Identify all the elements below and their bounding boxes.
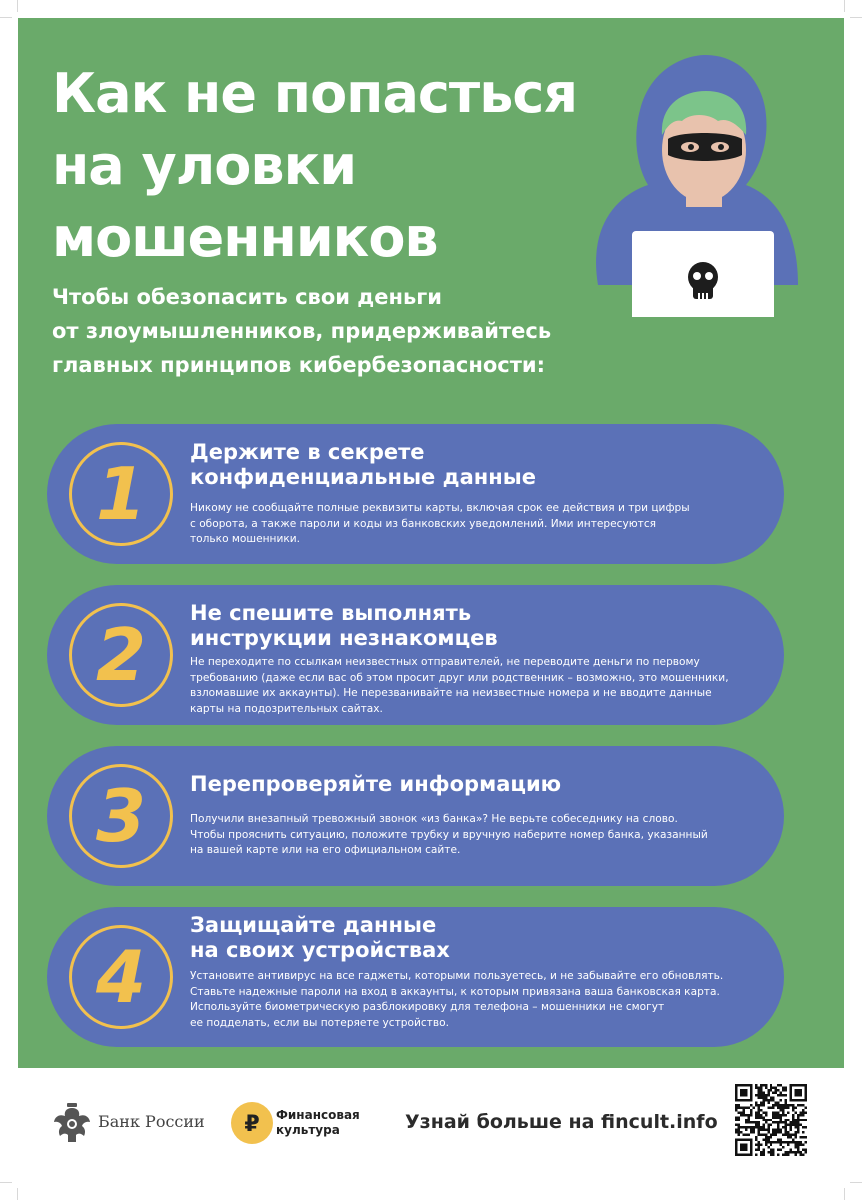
tip-heading-line: инструкции незнакомцев bbox=[190, 626, 498, 650]
poster-title bbox=[52, 58, 612, 274]
tip-body-line: взломавшие их аккаунты). Не перезванивайте на неизвестные номера и не вводите данные bbox=[190, 687, 712, 699]
step-number-circle bbox=[69, 925, 173, 1029]
tip-card-4 bbox=[47, 907, 784, 1047]
tip-heading-line: Защищайте данные bbox=[190, 913, 437, 937]
bank-of-russia-eagle-icon bbox=[52, 1102, 92, 1146]
step-number: 1 bbox=[95, 452, 147, 536]
tip-body-line: Не переходите по ссылкам неизвестных отправителей, не переводите деньги по первому bbox=[190, 656, 700, 668]
financial-culture-line: Финансовая bbox=[276, 1108, 360, 1122]
tip-body bbox=[190, 501, 760, 548]
tip-heading-line: на своих устройствах bbox=[190, 938, 450, 962]
subtitle-line: Чтобы обезопасить свои деньги bbox=[52, 285, 442, 309]
tip-body-line: Получили внезапный тревожный звонок «из банка»? Не верьте собеседнику на слово. bbox=[190, 813, 678, 825]
tip-body-line: только мошенники. bbox=[190, 533, 300, 545]
crop-mark bbox=[0, 1182, 12, 1183]
step-number-circle bbox=[69, 764, 173, 868]
crop-mark bbox=[0, 17, 12, 18]
title-line: мошенников bbox=[52, 206, 438, 269]
step-number: 3 bbox=[95, 774, 147, 858]
financial-culture-line: культура bbox=[276, 1123, 340, 1137]
tip-body-line: Ставьте надежные пароли на вход в аккаунты, к которым привязана ваша банковская карта. bbox=[190, 985, 720, 998]
tip-body-line: требованию (даже если вас об этом просит друг или родственник – возможно, это мошенники, bbox=[190, 671, 729, 684]
tip-body-line: Используйте биометрическую разблокировку для телефона – мошенники не смогут bbox=[190, 1001, 665, 1013]
tip-heading bbox=[190, 440, 770, 490]
crop-mark bbox=[844, 0, 845, 12]
crop-mark bbox=[844, 1188, 845, 1200]
tip-card-1 bbox=[47, 424, 784, 564]
tip-body-line: Никому не сообщайте полные реквизиты карты, включая срок ее действия и три цифры bbox=[190, 502, 690, 514]
step-number-circle bbox=[69, 442, 173, 546]
tip-card-2 bbox=[47, 585, 784, 725]
tip-heading-line: Перепроверяйте информацию bbox=[190, 772, 562, 796]
tip-body bbox=[190, 812, 760, 859]
tip-heading-line: конфиденциальные данные bbox=[190, 465, 536, 489]
tip-body bbox=[190, 969, 760, 1031]
tip-body-line: на вашей карте или на его официальном сайте. bbox=[190, 844, 461, 856]
step-number: 4 bbox=[95, 935, 147, 1019]
step-number: 2 bbox=[95, 613, 147, 697]
tip-heading bbox=[190, 772, 770, 797]
tip-body-line: ее подделать, если вы потеряете устройство. bbox=[190, 1016, 449, 1029]
qr-code-icon bbox=[735, 1084, 807, 1156]
subtitle-line: главных принципов кибербезопасности: bbox=[52, 353, 545, 377]
learn-more-text: Узнай больше на fincult.info bbox=[405, 1111, 718, 1133]
tip-card-3 bbox=[47, 746, 784, 886]
crop-mark bbox=[850, 17, 862, 18]
tip-body-line: Установите антивирус на все гаджеты, которыми пользуетесь, и не забывайте его обновлять. bbox=[190, 970, 724, 982]
step-number-circle bbox=[69, 603, 173, 707]
tip-body bbox=[190, 655, 760, 717]
financial-culture-name bbox=[276, 1108, 360, 1138]
tip-heading-line: Держите в секрете bbox=[190, 440, 425, 464]
hacker-with-laptop-skull-icon bbox=[578, 55, 798, 317]
tip-body-line: Чтобы прояснить ситуацию, положите трубку и вручную наберите номер банка, указанный bbox=[190, 828, 708, 841]
financial-culture-logo-icon bbox=[231, 1102, 273, 1144]
subtitle-line: от злоумышленников, придерживайтесь bbox=[52, 319, 552, 343]
crop-mark bbox=[17, 1188, 18, 1200]
tip-body-line: карты на подозрительных сайтах. bbox=[190, 702, 383, 715]
poster-subtitle bbox=[52, 280, 652, 382]
bank-of-russia-name: Банк России bbox=[98, 1112, 205, 1131]
crop-mark bbox=[17, 0, 18, 12]
ruble-symbol: ₽ bbox=[244, 1112, 260, 1137]
tip-body-line: с оборота, а также пароли и коды из банковских уведомлений. Ими интересуются bbox=[190, 517, 657, 530]
tip-heading-line: Не спешите выполнять bbox=[190, 601, 472, 625]
title-line: на уловки bbox=[52, 134, 357, 197]
tip-heading bbox=[190, 913, 770, 963]
crop-mark bbox=[850, 1182, 862, 1183]
title-line: Как не попасться bbox=[52, 62, 578, 125]
tip-heading bbox=[190, 601, 770, 651]
